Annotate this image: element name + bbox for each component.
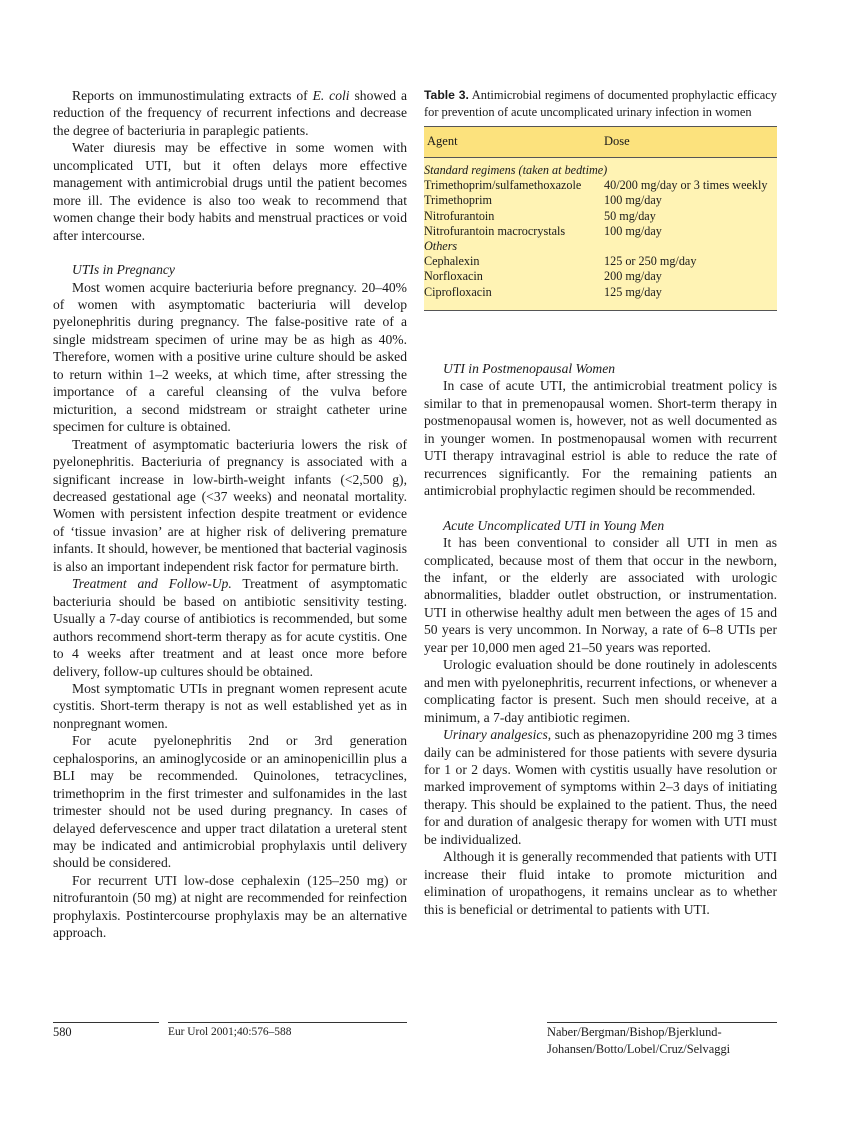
paragraph-immunostimulating: Reports on immunostimulating extracts of E. coli showed a reduction of the frequency of recurrent infections and decrease the degree of bacteriuria in paraplegic patients. [53, 88, 407, 138]
footer-rule-page [53, 1022, 159, 1023]
section-heading-postmenopausal: UTI in Postmenopausal Women [443, 361, 616, 376]
table-label: Table 3. [424, 88, 469, 102]
paragraph-acute-pyelonephritis: For acute pyelonephritis 2nd or 3rd generation cephalosporins, an aminoglycoside or an aminopenicillin plus a BLI may be recommended. Quinolones, tetracyclines, trimethoprim in the first trimester and sulfonamides in the last trimester should not be used during pregnancy. In cases of delayed defervescence and upper tract dilatation a ureteral stent may be indicated and antimicrobial prophylaxis until delivery should be considered. [53, 733, 407, 871]
paragraph-fluid-intake: Although it is generally recommended that patients with UTI increase their fluid intake to promote micturition and elimination of uropathogens, it remains unclear as to whether this is beneficial or detrimental to patients with UTI. [424, 849, 777, 917]
term-urinary-analgesics: Urinary analgesics [443, 727, 548, 743]
species-name: E. coli [312, 88, 350, 103]
paragraph-water-diuresis: Water diuresis may be effective in some women with uncomplicated UTI, but it often delays more effective management with antimicrobial drugs until the patient becomes more ill. The evidence is also too weak to recommend that women change their body habits and menstrual practices or void after intercourse. [53, 140, 407, 243]
paragraph-symptomatic-utis: Most symptomatic UTIs in pregnant women represent acute cystitis. Short-term therapy is not as well established yet as in nonpregnant women. [53, 680, 407, 731]
paragraph-bacteriuria-pregnancy: Most women acquire bacteriuria before pregnancy. 20–40% of women with asymptomatic bacteriuria will develop pyelonephritis during pregnancy. The false-positive rate of a single midstream specimen of urine may be as high as 40%. Therefore, women with a positive urine culture should be asked to return within 1–2 weeks, at which time, after stressing the importance of a careful cleansing of the vulva before micturition, a second midstream or straight catheter urine specimen for culture is obtained. [53, 279, 407, 435]
table-group-others: Others [424, 238, 458, 253]
table-row: Nitrofurantoin macrocrystals 100 mg/day [424, 223, 662, 238]
table-bottom-rule [424, 310, 777, 311]
column-header-agent: Agent [427, 134, 458, 148]
footer-rule-authors [547, 1022, 777, 1023]
footer-rule-citation [168, 1022, 407, 1023]
paragraph-asymptomatic-treatment: Treatment of asymptomatic bacteriuria lowers the risk of pyelonephritis. Bacteriuria of pregnancy is associated with a significant increase in low-birth-weight infants (<2,500 g), decreased gestational age (<37 weeks) and neonatal mortality. Women with persistent infection despite treatment or evidence of ‘tissue invasion’ are at higher risk of delivering premature infants. It should, however, be mentioned that bacterial vaginosis is also an important independent risk factor for permature birth. [53, 436, 407, 574]
section-heading-young-men: Acute Uncomplicated UTI in Young Men [443, 517, 665, 533]
column-header-dose: Dose [604, 134, 630, 148]
paragraph-treatment-follow-up: Treatment and Follow-Up. Treatment of asymptomatic bacteriuria should be based on antibiotic sensitivity testing. Usually a 7-day course of antibiotics is recommended, but some authors recommend short-term therapy as for acute cystitis. One to 4 weeks after treatment and at least once more before delivery, follow-up cultures should be obtained. [53, 576, 407, 679]
paragraph-postmenopausal: In case of acute UTI, the antimicrobial treatment policy is similar to that in premenopausal women. Short-term therapy in postmenopausal women is, however, not as well documented as in younger women. In postmenopausal women with recurrent UTI therapy intravaginal estriol is able to reduce the rate of recurrences significantly. For the remaining patients an antimicrobial prophylactic regimen should be recommended. [424, 378, 777, 499]
table-row: Trimethoprim/sulfamethoxazole 40/200 mg/day or 3 times weekly [424, 178, 768, 193]
author-list: Naber/Bergman/Bishop/Bjerklund- Johansen/Botto/Lobel/Cruz/Selvaggi [547, 1025, 731, 1056]
paragraph-men-complicated: It has been conventional to consider all UTI in men as complicated, because most of them that occur in the newborn, the infant, or the elderly are associated with urologic abnormalities, bladder outlet obstruction, or instrumentation. UTI in otherwise healthy adult men between the ages of 15 and 50 years is very uncommon. In Norway, a rate of 6–8 UTIs per year per 10,000 men aged 21–50 years was reported. [424, 535, 777, 655]
right-column [424, 360, 777, 918]
table-row: Trimethoprim 100 mg/day [424, 193, 662, 208]
subheading-treatment-follow-up: Treatment and Follow-Up. [72, 576, 232, 592]
section-heading-pregnancy: UTIs in Pregnancy [72, 262, 175, 278]
table-row: Ciprofloxacin 125 mg/day [424, 284, 662, 299]
left-column [53, 87, 407, 942]
table-group-standard: Standard regimens (taken at bedtime) [424, 163, 608, 177]
journal-citation: Eur Urol 2001;40:576–588 [168, 1026, 292, 1038]
table-row: Cephalexin 125 or 250 mg/day [424, 254, 697, 269]
antimicrobial-table [424, 126, 777, 311]
table-row: Nitrofurantoin 50 mg/day [424, 208, 656, 223]
table-body [424, 163, 777, 300]
paragraph-urinary-analgesics: Urinary analgesics, such as phenazopyridine 200 mg 3 times daily can be administered for those patients with severe dysuria for 1 or 2 days. Women with cystitis usually have resolution or marked improvement of symptoms within 2–3 days of initiating therapy. This should be explained to the patient. Thus, the need for and duration of analgesic therapy for women with UTI must be individualized. [424, 727, 777, 847]
table-row: Norfloxacin 200 mg/day [424, 269, 662, 284]
table-header [424, 126, 777, 158]
page-number: 580 [53, 1025, 72, 1039]
table-caption: Table 3. Antimicrobial regimens of documented prophylactic efficacy for prevention of acute uncomplicated urinary infection in women [424, 88, 777, 119]
paragraph-recurrent-uti: For recurrent UTI low-dose cephalexin (125–250 mg) or nitrofurantoin (50 mg) at night are recommended for reinfection prophylaxis. Postintercourse prophylaxis may be an alternative approach. [53, 872, 407, 941]
paragraph-urologic-evaluation: Urologic evaluation should be done routinely in adolescents and men with pyelonephritis, recurrent infections, or whenever a complicating factor is present. Such men should receive, at a minimum, a 7-day antibiotic regimen. [424, 657, 777, 725]
